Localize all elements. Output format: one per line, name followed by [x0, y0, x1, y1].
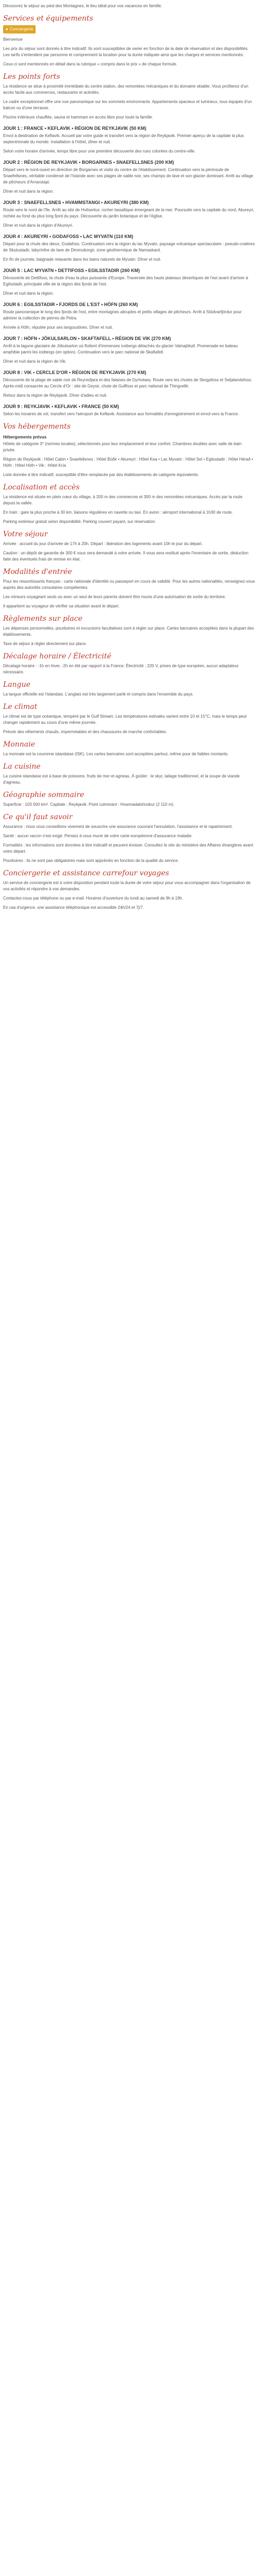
- services-p1: Bienvenue: [3, 37, 23, 42]
- day-heading: JOUR 6 : EGILSSTADIR • FJORDS DE L'EST • HÖFN (260 KM): [3, 302, 138, 307]
- day-text: Découverte de la plage de sable noir de Reynisfjara et des falaises de Dyrholaey. Route vers les chutes de Skogafoss et Seljalandsfoss. Après-midi consacrée au Cercle d'Or : site de Geysir, chute de Gullfoss et parc national de Thingvellir.: [3, 378, 252, 388]
- assurance-text-3: En cas d'urgence, une assistance téléphonique est accessible 24h/24 et 7j/7.: [3, 905, 144, 910]
- day-text: Route panoramique le long des fjords de l'est, entre montagnes abruptes et petits villages de pêcheurs. Arrêt à Stödvarfjördur pour admirer la collection de pierres de Petra.: [3, 310, 242, 320]
- itinerary: [3, 126, 255, 417]
- services-title: Services et équipements: [3, 14, 93, 23]
- bell-icon: ●: [6, 27, 8, 31]
- day-heading: JOUR 5 : LAC MYVATN • DETTIFOSS • EGILSSTADIR (260 KM): [3, 268, 140, 273]
- hebergements-list: Région de Reykjavik : Hôtel Cabin • Snaefellsnes : Hôtel Búðir • Akureyri : Hôtel Kea • Lac Myvatn : Hôtel Sel • Egilsstadir : Hôtel Hérað • Höfn : Hôtel Höfn • Vik : Hôtel Kría: [3, 457, 253, 468]
- day-text: Envol à destination de Keflavik. Accueil par votre guide et transfert vers la région de Reykjavik. Premier aperçu de la capitale la plus septentrionale du monde. Installation à l'hôtel, dîner et nuit.: [3, 133, 244, 144]
- conseils-text-3: Formalités : les informations sont données à titre indicatif et peuvent évoluer. Consultez le site du ministère des Affaires étrangères avant votre départ.: [3, 843, 253, 854]
- points-forts-title: Les points forts: [3, 73, 60, 81]
- decalage-text: Décalage horaire : -1h en hiver, -2h en été par rapport à la France. Électricité : 220 V, prises de type européen, aucun adaptateur nécessaire.: [3, 664, 239, 674]
- conseils-text-2: Santé : aucun vaccin n'est exigé. Pensez à vous munir de votre carte européenne d'assurance maladie.: [3, 834, 193, 838]
- modalites-title: Modalités d'entrée: [3, 568, 72, 576]
- localisation-text-2: En train : gare la plus proche à 30 km, liaisons régulières en navette ou taxi. En avion : aéroport international à 1h30 de route.: [3, 510, 233, 515]
- conseils-text: Assurance : nous vous conseillons vivement de souscrire une assurance couvrant l'annulation, l'assistance et le rapatriement.: [3, 824, 233, 829]
- hebergements-subtitle: Hébergements prévus: [3, 435, 47, 439]
- points-forts-p1: La résidence se situe à proximité immédiate du centre station, des remontées mécaniques et du domaine skiable. Vous profiterez d'un accès facile aux commerces, restaurants et activités.: [3, 84, 249, 95]
- decalage-title: Décalage horaire / Électricité: [3, 652, 111, 660]
- conseils-text-4: Pourboires : ils ne sont pas obligatoires mais sont appréciés en fonction de la qualité du service.: [3, 858, 179, 863]
- monnaie-title: Monnaie: [3, 740, 35, 749]
- assurance-title: Conciergerie et assistance carrefour voyages: [3, 869, 169, 877]
- localisation-text: La résidence est située en plein cœur du village, à 200 m des commerces et 300 m des remontées mécaniques. Accès par la route depuis la vallée.: [3, 495, 243, 505]
- services-p3: Ceux-ci sont mentionnés en détail dans la rubrique « compris dans le prix » de chaque formule.: [3, 62, 178, 66]
- sejour-text-2: Caution : un dépôt de garantie de 300 € vous sera demandé à votre arrivée. Il vous sera restitué après l'inventaire de sortie, déduction faite des éventuels frais de remise en état.: [3, 551, 249, 562]
- geographie-text: Superficie : 103 000 km². Capitale : Reykjavik. Point culminant : Hvannadalshnúkur (2 110 m).: [3, 802, 175, 807]
- sejour-title: Votre séjour: [3, 530, 48, 538]
- reglements-text-2: Taxe de séjour à régler directement sur place.: [3, 641, 87, 646]
- day-text-2: Selon votre horaire d'arrivée, temps libre pour une première découverte des rues colorées du centre-ville.: [3, 149, 196, 154]
- assurance-text-2: Contactez-nous par téléphone ou par e-mail. Horaires d'ouverture du lundi au samedi de 9h à 19h.: [3, 896, 183, 901]
- hebergements-note: Liste donnée à titre indicatif, susceptible d'être remplacée par des établissements de catégorie équivalente.: [3, 472, 199, 477]
- sejour-text: Arrivée : accueil du jour d'arrivée de 17h à 20h. Départ : libération des logements avant 10h le jour du départ.: [3, 541, 203, 546]
- day-text: Route vers le nord de l'île. Arrêt au site de Hvitserkur, rocher basaltique émergeant de la mer. Poursuite vers la capitale du nord, Akureyri, nichée au fond du plus long fjord du pays. Découverte du jardin botanique et de l'église.: [3, 208, 254, 218]
- assurance-text: Un service de conciergerie est à votre disposition pendant toute la durée de votre séjour pour vous accompagner dans l'organisation de vos activités et répondre à vos demandes.: [3, 880, 251, 891]
- day-heading: JOUR 3 : SNAEFELLSNES • HVAMMSTANGI • AKUREYRI (380 KM): [3, 200, 149, 205]
- geographie-title: Géographie sommaire: [3, 791, 85, 799]
- hebergements-title: Vos hébergements: [3, 422, 71, 431]
- day-heading: JOUR 9 : REYKJAVIK • KEFLAVIK • FRANCE (50 KM): [3, 404, 119, 409]
- day-heading: JOUR 1 : FRANCE • KEFLAVIK • RÉGION DE REYKJAVIK (50 KM): [3, 126, 147, 131]
- day-text-2: Arrivée à Höfn, réputée pour ses langoustines. Dîner et nuit.: [3, 325, 114, 330]
- climat-text-2: Prévoir des vêtements chauds, imperméables et des chaussures de marche confortables.: [3, 730, 167, 734]
- cuisine-text: La cuisine islandaise est à base de poissons, fruits de mer et agneau. À goûter : le skyr, laitage traditionnel, et la soupe de viande d'agneau.: [3, 774, 240, 785]
- day-text: Départ pour la chute des dieux, Godafoss. Continuation vers la région du lac Myvatn, paysage volcanique spectaculaire : pseudo-cratères de Skutustadir, labyrinthe de lave de Dimmuborgir, zone géothermique de Namaskard.: [3, 242, 255, 252]
- langue-text: La langue officielle est l'islandais. L'anglais est très largement parlé et compris dans l'ensemble du pays.: [3, 692, 194, 697]
- cuisine-title: La cuisine: [3, 762, 41, 771]
- day-heading: JOUR 8 : VIK • CERCLE D'OR • RÉGION DE REYKJAVIK (270 KM): [3, 370, 147, 375]
- points-forts-p2: Le cadre exceptionnel offre une vue panoramique sur les sommets environnants. Appartements spacieux et lumineux, tous équipés d'un balcon ou d'une terrasse.: [3, 99, 252, 110]
- hebergements-text: Hôtels de catégorie 3* (normes locales), sélectionnés pour leur emplacement et leur confort. Chambres doubles avec salle de bain privée.: [3, 442, 242, 452]
- climat-title: Le climat: [3, 703, 38, 711]
- modalites-text-3: Il appartient au voyageur de vérifier sa situation avant le départ.: [3, 604, 120, 608]
- day-text-2: Dîner et nuit dans la région.: [3, 291, 54, 296]
- conciergerie-label: Conciergerie: [9, 27, 34, 31]
- conciergerie-pill[interactable]: [3, 25, 36, 33]
- day-text-2: Retour dans la région de Reykjavik. Dîner d'adieu et nuit.: [3, 393, 108, 398]
- day-text: Arrêt à la lagune glaciaire de Jökulsarlon où flottent d'immenses icebergs détachés du glacier Vatnajökull. Promenade en bateau amphibie parmi les icebergs (en option). Continuation vers le parc national de Skaftafell.: [3, 344, 238, 354]
- modalites-text: Pour les ressortissants français : carte nationale d'identité ou passeport en cours de validité. Pour les autres nationalités, renseignez-vous auprès des autorités consulaires compétentes.: [3, 579, 255, 590]
- intro-text: Découvrez le séjour au pied des Montagnes, le lieu idéal pour vos vacances en famille.: [3, 4, 163, 8]
- day-text-2: En fin de journée, baignade relaxante dans les bains naturels de Myvatn. Dîner et nuit.: [3, 257, 162, 262]
- day-heading: JOUR 2 : RÉGION DE REYKJAVIK • BORGARNES • SNAEFELLSNES (200 KM): [3, 160, 174, 165]
- day-heading: JOUR 7 : HÖFN • JÖKULSARLON • SKAFTAFELL • RÉGION DE VIK (270 KM): [3, 336, 171, 341]
- day-text: Selon les horaires de vol, transfert vers l'aéroport de Keflavik. Assistance aux formalités d'enregistrement et envol vers la France.: [3, 412, 239, 416]
- climat-text: Le climat est de type océanique, tempéré par le Gulf Stream. Les températures estivales varient entre 10 et 15°C, mais le temps peut changer rapidement au cours d'une même journée.: [3, 714, 247, 725]
- localisation-text-3: Parking extérieur gratuit selon disponibilité. Parking couvert payant, sur réservation.: [3, 519, 156, 524]
- day-text: Découverte de Dettifoss, la chute d'eau la plus puissante d'Europe. Traversée des hauts plateaux désertiques de l'est avant d'arriver à Egilsstadir, principale ville de la région des fjords de l'est.: [3, 276, 248, 286]
- day-heading: JOUR 4 : AKUREYRI • GODAFOSS • LAC MYVATN (110 KM): [3, 234, 134, 239]
- localisation-title: Localisation et accès: [3, 483, 80, 492]
- modalites-text-2: Les mineurs voyageant seuls ou avec un seul de leurs parents doivent être munis d'une autorisation de sortie du territoire.: [3, 595, 226, 599]
- conseils-title: Ce qu'il faut savoir: [3, 813, 73, 821]
- points-forts-p3: Piscine intérieure chauffée, sauna et hammam en accès libre pour toute la famille.: [3, 115, 153, 120]
- langue-title: Langue: [3, 681, 30, 689]
- monnaie-text: La monnaie est la couronne islandaise (ISK). Les cartes bancaires sont acceptées partout, même pour de faibles montants.: [3, 752, 229, 756]
- reglements-text: Les dépenses personnelles, pourboires et excursions facultatives sont à régler sur place. Cartes bancaires acceptées dans la plupart des établissements.: [3, 626, 254, 637]
- reglements-title: Règlements sur place: [3, 615, 83, 623]
- day-text-2: Dîner et nuit dans la région.: [3, 189, 54, 194]
- page-content: [0, 0, 258, 916]
- day-text-2: Dîner et nuit dans la région de Vik.: [3, 359, 67, 364]
- services-p2: Les prix du séjour sont donnés à titre indicatif. Ils sont susceptibles de varier en fonction de la date de réservation et des disponibilités. Les tarifs s'entendent par personne et comprennent la location pour la durée indiquée ainsi que les charges et services mentionnés.: [3, 46, 249, 57]
- day-text: Départ vers le nord-ouest en direction de Borgarnes et visite du centre de l'établissement. Continuation vers la péninsule de Snaefellsnes, véritable condensé de l'Islande avec ses plages de sable noir, ses champs de lave et son glacier dominant. Arrêt au village de pêcheurs d'Arnarstapi.: [3, 167, 253, 184]
- day-text-2: Dîner et nuit dans la région d'Akureyri.: [3, 223, 73, 228]
